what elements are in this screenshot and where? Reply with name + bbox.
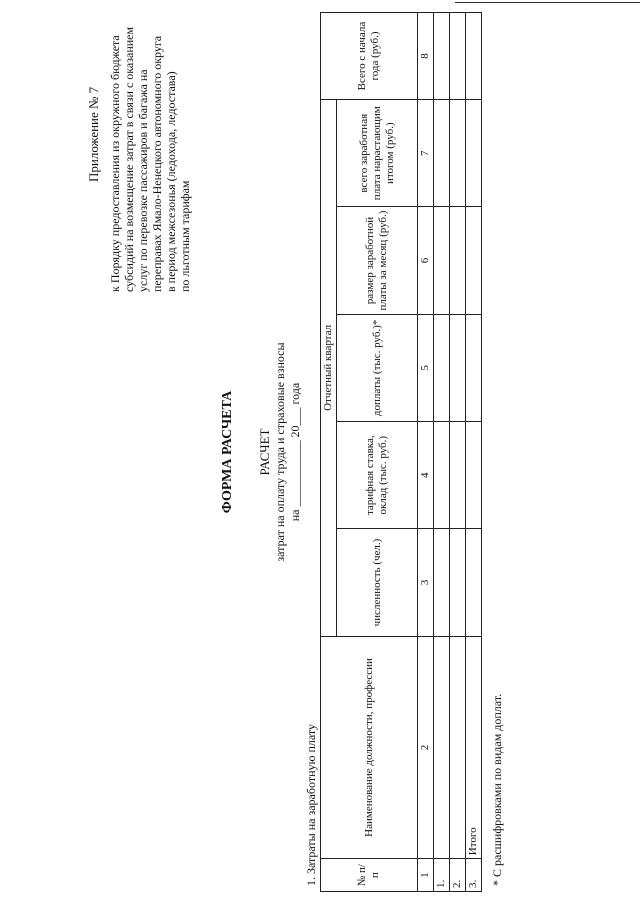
index-cell: 6 bbox=[418, 207, 434, 314]
table-cell bbox=[466, 529, 482, 636]
col-bonus-header: доплаты (тыс. руб.)* bbox=[337, 314, 418, 421]
salary-table bbox=[320, 12, 482, 892]
row-num: 2. bbox=[450, 859, 466, 892]
footnote: * С расшифровками по видам доплат. bbox=[490, 693, 504, 886]
header-row bbox=[321, 13, 337, 892]
col-salary-month-header: размер заработной платы за месяц (руб.) bbox=[337, 207, 418, 314]
appendix-text bbox=[108, 22, 192, 292]
scan-edge-line bbox=[455, 2, 640, 3]
index-cell: 8 bbox=[418, 13, 434, 100]
table-cell bbox=[450, 100, 466, 207]
form-title: ФОРМА РАСЧЕТА bbox=[220, 390, 235, 514]
row-num: 3. bbox=[466, 859, 482, 892]
rotated-document-page bbox=[20, 12, 620, 892]
index-cell: 3 bbox=[418, 529, 434, 636]
table-row-total bbox=[466, 13, 482, 892]
appendix-line: услуг по перевозке пассажиров и багажа на bbox=[136, 69, 150, 292]
col-headcount-header: численность (чел.) bbox=[337, 529, 418, 636]
col-tariff-header: тарифная ставка, оклад (тыс. руб.) bbox=[337, 422, 418, 529]
table-cell bbox=[466, 314, 482, 421]
appendix-line: к Порядку предоставления из окружного бюджета bbox=[108, 35, 122, 292]
appendix-line: по льготным тарифам bbox=[178, 180, 192, 292]
table-cell bbox=[466, 422, 482, 529]
col-name-header: Наименование должности, профессии bbox=[321, 636, 418, 859]
index-cell: 7 bbox=[418, 100, 434, 207]
calc-subtitle: затрат на оплату труда и страховые взносы bbox=[273, 342, 287, 562]
table-cell bbox=[450, 207, 466, 314]
table-cell bbox=[434, 422, 450, 529]
table-cell bbox=[434, 207, 450, 314]
appendix-line: переправах Ямало-Ненецкого автономного округа bbox=[150, 35, 164, 292]
col-total-year-header: Всего с начала года (руб.) bbox=[321, 13, 418, 100]
table-cell bbox=[434, 100, 450, 207]
appendix-line: субсидий на возмещение затрат в связи с оказанием bbox=[122, 26, 136, 292]
index-cell: 1 bbox=[418, 859, 434, 892]
calc-title: РАСЧЕТ bbox=[257, 428, 272, 476]
table-cell bbox=[434, 529, 450, 636]
row-num: 1. bbox=[434, 859, 450, 892]
appendix-title: Приложение № 7 bbox=[86, 86, 101, 182]
table-row bbox=[450, 13, 466, 892]
section-label: 1. Затраты на заработную плату bbox=[304, 724, 318, 886]
index-cell: 2 bbox=[418, 636, 434, 859]
table-cell bbox=[450, 314, 466, 421]
appendix-line: в период межсезонья (ледохода, ледостава) bbox=[164, 71, 178, 292]
group-header: Отчетный квартал bbox=[321, 100, 337, 637]
index-row bbox=[418, 13, 434, 892]
table-cell bbox=[434, 13, 450, 100]
table-cell bbox=[466, 207, 482, 314]
table-cell bbox=[434, 314, 450, 421]
table-cell bbox=[450, 529, 466, 636]
col-salary-cumulative-header: всего заработная плата нарастающим итогом (руб.) bbox=[337, 100, 418, 207]
table-cell bbox=[466, 100, 482, 207]
row-name bbox=[450, 636, 466, 859]
row-name-total: Итого bbox=[466, 636, 482, 859]
table-row bbox=[434, 13, 450, 892]
index-cell: 4 bbox=[418, 422, 434, 529]
table-cell bbox=[450, 422, 466, 529]
table-cell bbox=[450, 13, 466, 100]
col-num-header: № п/п bbox=[321, 859, 418, 892]
table-cell bbox=[466, 13, 482, 100]
calc-date-line: на ___________ 20___ года bbox=[288, 382, 302, 522]
index-cell: 5 bbox=[418, 314, 434, 421]
row-name bbox=[434, 636, 450, 859]
